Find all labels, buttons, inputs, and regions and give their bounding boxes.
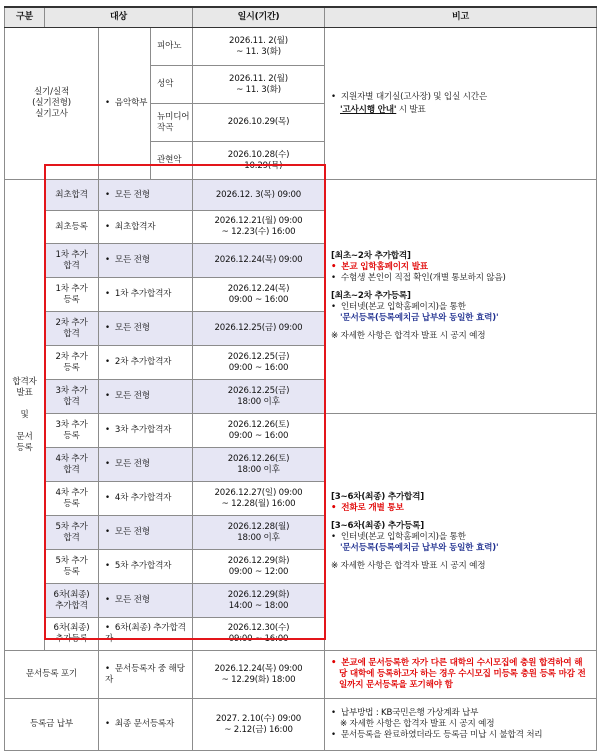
withdraw-target-text: 문서등록자 중 해당자 [105,663,185,685]
stage-cell: 1차 추가 합격 [45,244,99,278]
withdraw-category: 문서등록 포기 [5,651,99,699]
schedule-table [4,6,597,751]
target-cell [99,244,193,278]
note2-title1: [3~6차(최종) 추가합격] [331,492,424,502]
practical-date: 2026.11. 2(월) ~ 11. 3(화) [193,66,325,104]
date-cell: 2026.12.25(금) 09:00 [193,312,325,346]
target-text: 모든 전형 [114,459,150,469]
stage-cell: 4차 추가 합격 [45,448,99,482]
date-cell: 2026.12.28(월) 18:00 이후 [193,516,325,550]
payment-category: 등록금 납부 [5,699,99,751]
header-target: 대상 [45,7,193,28]
practical-date: 2026.10.29(목) [193,104,325,142]
practical-remark-text: 지원자별 대기실(고사장) 및 입실 시간은 [340,91,487,102]
payment-row [5,699,597,751]
announce-note-1 [325,180,597,414]
target-text: 모든 전형 [114,527,150,537]
date-cell: 2026.12.25(금) 09:00 ~ 16:00 [193,346,325,380]
note1-b3: 인터넷(본교 입학홈페이지)을 통한 [340,302,466,312]
stage-cell: 5차 추가 합격 [45,516,99,550]
target-text: 최초합격자 [114,221,156,232]
target-text: 1차 추가합격자 [114,289,172,299]
header-category: 구분 [5,7,45,28]
payment-remark [325,699,597,751]
payment-target-text: 최종 문서등록자 [114,719,175,729]
note2-b2: 인터넷(본교 입학홈페이지)을 통한 [340,532,466,542]
practical-date: 2026.10.28(수) ~ 10.29(목) [193,142,325,180]
practical-sub: 뉴미디어작곡 [151,104,193,142]
practical-sub: 관현악 [151,142,193,180]
practical-row [5,28,597,66]
practical-sub: 성악 [151,66,193,104]
stage-cell: 최초등록 [45,211,99,244]
target-cell [99,380,193,414]
payment-date: 2027. 2.10(수) 09:00 ~ 2.12(금) 16:00 [193,699,325,751]
withdraw-target [99,651,193,699]
note1-title2: [최초~2차 추가등록] [331,291,411,301]
note2-b1: 전화로 개별 통보 [341,503,404,513]
date-cell: 2026.12. 3(목) 09:00 [193,180,325,211]
target-text: 모든 전형 [114,255,150,265]
target-cell [99,312,193,346]
target-cell [99,550,193,584]
target-cell [99,211,193,244]
withdraw-date: 2026.12.24(목) 09:00 ~ 12.29(화) 18:00 [193,651,325,699]
note1-ref: ※ 자세한 사항은 합격자 발표 시 공지 예정 [331,331,486,341]
practical-date: 2026.11. 2(월) ~ 11. 3(화) [193,28,325,66]
stage-cell: 6차(최종) 추가합격 [45,584,99,618]
target-cell [99,584,193,618]
date-cell: 2026.12.26(토) 18:00 이후 [193,448,325,482]
note2-b2-cont: '문서등록(등록예치금 납부와 동일한 효력)' [340,543,499,553]
target-text: 4차 추가합격자 [114,493,172,503]
withdraw-row [5,651,597,699]
note1-title1: [최초~2차 추가합격] [331,251,411,261]
announce-category: 합격자 발표 및 문서 등록 [5,180,45,651]
announce-row [5,180,597,211]
date-cell: 2026.12.21(월) 09:00 ~ 12.23(수) 16:00 [193,211,325,244]
stage-cell: 최초합격 [45,180,99,211]
header-remarks: 비고 [325,7,597,28]
target-text: 모든 전형 [114,189,150,200]
target-text: 5차 추가합격자 [114,561,172,571]
target-cell [99,618,193,651]
stage-cell: 3차 추가 합격 [45,380,99,414]
announce-note-2 [325,414,597,651]
note1-b3-cont: '문서등록(등록예치금 납부와 동일한 효력)' [340,313,499,323]
payment-r2: 문서등록을 완료하였더라도 등록금 미납 시 불합격 처리 [340,730,543,740]
practical-category: 실기/실적 (실기전형) 실기고사 [5,28,99,180]
date-cell: 2026.12.29(화) 09:00 ~ 12:00 [193,550,325,584]
target-cell [99,414,193,448]
note2-ref: ※ 자세한 사항은 합격자 발표 시 공지 예정 [331,561,486,571]
withdraw-remark-text: 본교에 문서등록한 자가 다른 대학의 수시모집에 충원 합격하여 해당 대학에 등록하고자 하는 경우 수시모집 미등록 충원 등록 마감 전일까지 문서등록을 포기해야 함 [339,658,586,690]
practical-sub: 피아노 [151,28,193,66]
withdraw-remark [325,651,597,699]
date-cell: 2026.12.27(일) 09:00 ~ 12.28(월) 16:00 [193,482,325,516]
target-cell [99,482,193,516]
header-row [5,7,597,28]
header-date: 일시(기간) [193,7,325,28]
target-text: 6차(최종) 추가합격자 [105,623,186,644]
target-text: 2차 추가합격자 [114,357,172,367]
target-cell [99,180,193,211]
target-cell [99,516,193,550]
practical-group [99,28,151,180]
stage-cell: 6차(최종) 추가등록 [45,618,99,651]
practical-remark-tail: 시 발표 [396,104,426,115]
target-cell [99,346,193,380]
date-cell: 2026.12.29(화) 14:00 ~ 18:00 [193,584,325,618]
note1-b1: 본교 입학홈페이지 발표 [341,262,428,272]
note2-title2: [3~6차(최종) 추가등록] [331,521,424,531]
target-text: 모든 전형 [114,595,150,605]
stage-cell: 2차 추가 등록 [45,346,99,380]
payment-r1: 납부방법 : KB국민은행 가상계좌 납부 [340,708,479,718]
target-text: 모든 전형 [114,391,150,401]
date-cell: 2026.12.24(목) 09:00 ~ 16:00 [193,278,325,312]
stage-cell: 4차 추가 등록 [45,482,99,516]
practical-remark-link: '고사시행 안내' [340,104,397,115]
date-cell: 2026.12.24(목) 09:00 [193,244,325,278]
stage-cell: 3차 추가 등록 [45,414,99,448]
target-text: 3차 추가합격자 [114,425,172,435]
practical-remark [325,28,597,180]
stage-cell: 2차 추가 합격 [45,312,99,346]
target-cell [99,278,193,312]
date-cell: 2026.12.26(토) 09:00 ~ 16:00 [193,414,325,448]
note1-b2: 수험생 본인이 직접 확인(개별 통보하지 않음) [340,273,506,283]
payment-r1-ref: ※ 자세한 사항은 합격자 발표 시 공지 예정 [340,719,495,729]
date-cell: 2026.12.25(금) 18:00 이후 [193,380,325,414]
stage-cell: 1차 추가 등록 [45,278,99,312]
target-cell [99,448,193,482]
target-text: 모든 전형 [114,323,150,333]
date-cell: 2026.12.30(수) 09:00 ~ 16:00 [193,618,325,651]
practical-group-label: 음악학부 [114,98,148,108]
payment-target [99,699,193,751]
announce-row [5,414,597,448]
stage-cell: 5차 추가 등록 [45,550,99,584]
